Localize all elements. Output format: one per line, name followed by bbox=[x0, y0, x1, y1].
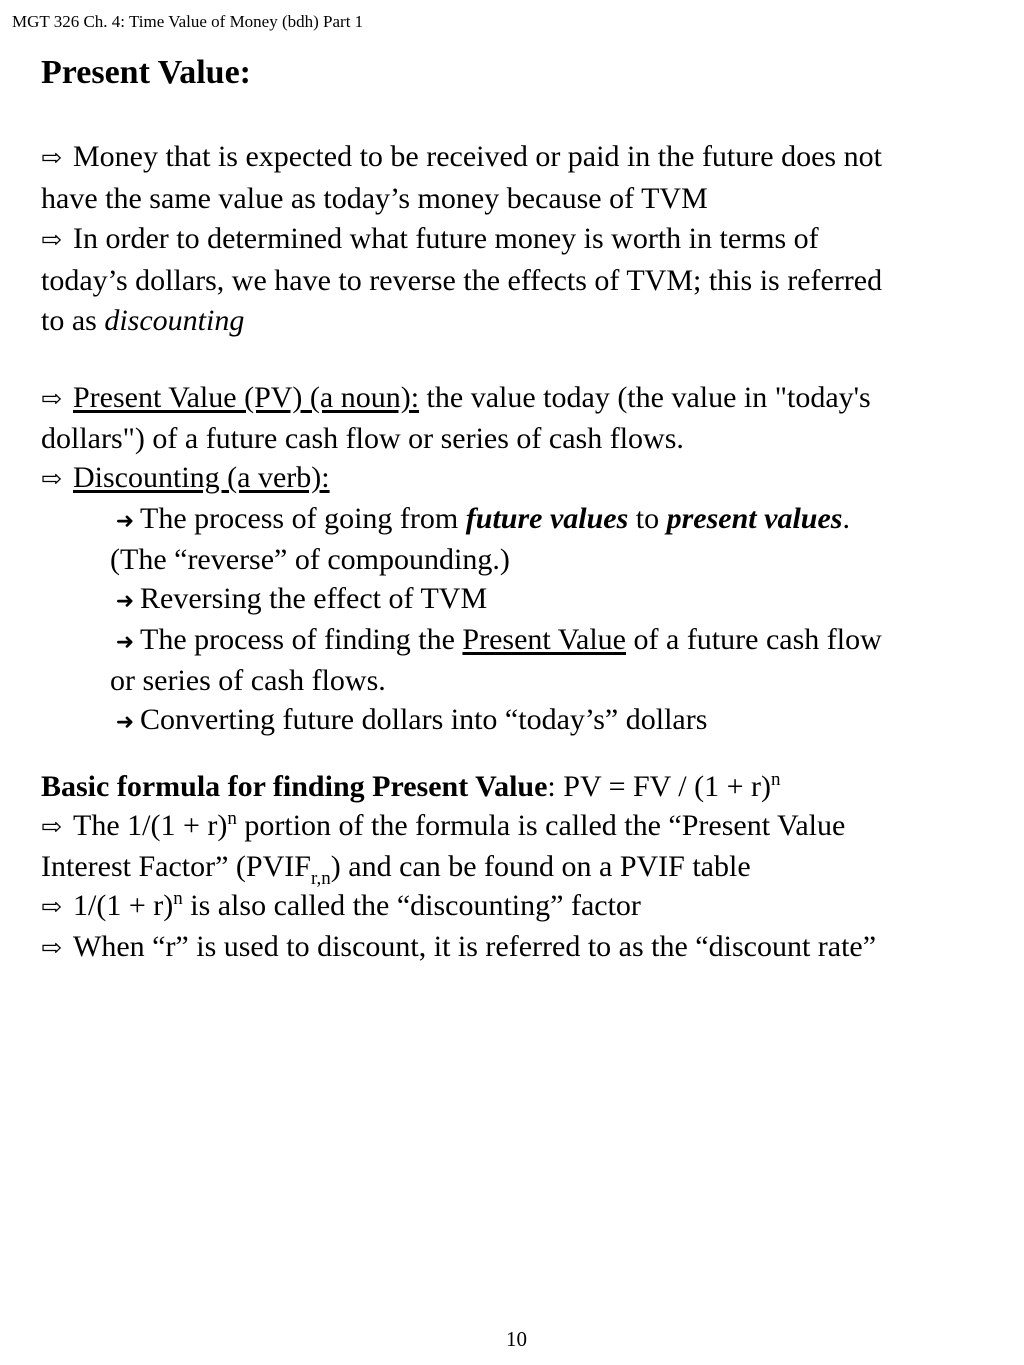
sub-bullet-finding-pv-cont: or series of cash flows. bbox=[110, 664, 386, 697]
sub-bullet-converting-dollars: ➜ Converting future dollars into “today’s” dollars bbox=[41, 700, 1016, 741]
right-arrow-icon: ➜ bbox=[115, 629, 135, 654]
sub-bullet-finding-pv: ➜ The process of finding the Present Value of a future cash flow bbox=[41, 620, 1016, 661]
hollow-right-arrow-icon: ⇨ bbox=[41, 145, 62, 172]
bullet-reverse-effects-cont: today’s dollars, we have to reverse the effects of TVM; this is referred bbox=[41, 264, 883, 297]
sub-bullet-future-to-present: ➜ The process of going from future values to present values. bbox=[41, 499, 1016, 540]
bullet-money-expected-cont: have the same value as today’s money because of TVM bbox=[41, 182, 708, 215]
pv-definition-cont: dollars") of a future cash flow or series of cash flows. bbox=[41, 422, 684, 455]
formula-section bbox=[41, 767, 1016, 968]
discounting-verb-term: Discounting (a verb): bbox=[73, 461, 330, 494]
hollow-right-arrow-icon: ⇨ bbox=[41, 814, 62, 841]
pv-term: Present Value (PV) (a noun): bbox=[73, 381, 420, 414]
intro-section bbox=[41, 137, 1016, 341]
right-arrow-icon: ➜ bbox=[115, 508, 135, 533]
discounting-definition bbox=[41, 458, 1016, 499]
hollow-right-arrow-icon: ⇨ bbox=[41, 386, 62, 413]
sub-bullet-reverse-compounding: (The “reverse” of compounding.) bbox=[110, 543, 510, 576]
pvif-bullet: ⇨ The $1/(1 + r)^n$ portion of the formula is called the “Present Value bbox=[41, 806, 1016, 847]
page-number: 10 bbox=[506, 1327, 527, 1351]
page-header: MGT 326 Ch. 4: Time Value of Money (bdh) Part 1 bbox=[12, 12, 364, 31]
definitions-section bbox=[41, 378, 1016, 741]
hollow-right-arrow-icon: ⇨ bbox=[41, 227, 62, 254]
pvif-bullet-cont: Interest Factor” $(PVIF_{r,n})$ and can be found on a PVIF table bbox=[41, 850, 751, 889]
bullet-reverse-effects-end: to as discounting bbox=[41, 304, 245, 337]
bullet-money-expected: ⇨ Money that is expected to be received or paid in the future does not bbox=[41, 137, 1016, 179]
right-arrow-icon: ➜ bbox=[115, 588, 135, 613]
discount-rate-bullet: ⇨ When “r” is used to discount, it is referred to as the “discount rate” bbox=[41, 927, 1016, 968]
pv-definition: ⇨ Present Value (PV) (a noun): the value today (the value in "today's bbox=[41, 378, 1016, 419]
page-title: Present Value: bbox=[41, 54, 251, 91]
discounting-term: discounting bbox=[104, 304, 245, 337]
basic-formula: Basic formula for finding Present Value: PV = FV / $(1 + r)^n$ bbox=[41, 769, 781, 803]
discounting-factor-bullet: ⇨ $1/(1 + r)^n$ is also called the “discounting” factor bbox=[41, 886, 1016, 927]
right-arrow-icon: ➜ bbox=[115, 709, 135, 734]
hollow-right-arrow-icon: ⇨ bbox=[41, 466, 62, 493]
hollow-right-arrow-icon: ⇨ bbox=[41, 894, 62, 921]
sub-bullet-reversing-tvm: ➜ Reversing the effect of TVM bbox=[41, 579, 1016, 620]
hollow-right-arrow-icon: ⇨ bbox=[41, 935, 62, 962]
bullet-reverse-effects: ⇨ In order to determined what future money is worth in terms of bbox=[41, 219, 1016, 261]
